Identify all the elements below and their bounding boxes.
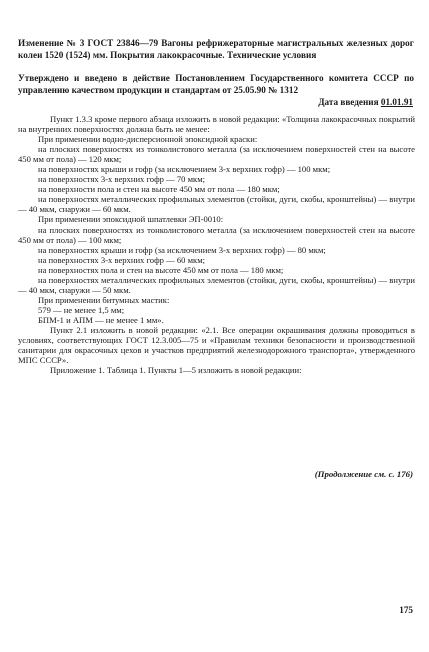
effective-date: [318, 97, 413, 109]
paragraph-clause-2-1: Пункт 2.1 изложить в новой редакции: «2.1. Все операции окрашивания должны проводиться в условиях, соответствующих ГОСТ 12.3.005—75 и «Правилам техники безопасности и производственной санитарии для окрасочных цехов и участков предприятий железнодорожного транспорта», утвержденного МПС СССР».: [18, 324, 415, 366]
amendment-body: [18, 114, 415, 375]
paragraph-water-dispersion-heading: При применении водно-дисперсионной эпоксидной краски:: [38, 134, 258, 145]
list-item: на поверхностях металлических профильных элементов (стойки, дуги, скобы, кронштейны) — внутри — 40 мкм, снаружи — 60 мкм.: [18, 194, 415, 215]
list-item: на плоских поверхностях из тонколистового металла (за исключением поверхностей стен на высоте 450 мм от пола) — 100 мкм;: [18, 224, 415, 245]
paragraph-bitumen-heading: При применении битумных мастик:: [38, 294, 170, 305]
list-item: на поверхностях пола и стен на высоте 450 мм от пола — 180 мкм;: [38, 264, 284, 275]
page-number: 175: [399, 605, 413, 615]
list-item: на поверхности пола и стен на высоте 450 мм от пола — 180 мкм;: [38, 184, 280, 195]
paragraph-putty-heading: При применении эпоксидной шпатлевки ЭП-0010:: [38, 214, 224, 225]
continued-note: (Продолжение см. с. 176): [314, 469, 413, 479]
list-item: БПМ-1 и АПМ — не менее 1 мм».: [38, 314, 164, 325]
list-item: на поверхностях 3-х верхних гофр — 60 мкм;: [38, 254, 206, 265]
approval-statement: Утверждено и введено в действие Постановлением Государственного комитета СССР по управлению качеством продукции и стандартам от 25.05.90 № 1312: [18, 73, 414, 95]
list-item: 579 — не менее 1,5 мм;: [38, 304, 125, 315]
list-item: на поверхностях 3-х верхних гофр — 70 мкм;: [38, 174, 206, 185]
list-item: на плоских поверхностях из тонколистового металла (за исключением поверхностей стен на высоте 450 мм от пола) — 120 мкм;: [18, 144, 415, 165]
list-item: на поверхностях металлических профильных элементов (стойки, дуги, скобы, кронштейны) — внутри — 40 мкм, снаружи — 50 мкм.: [18, 274, 415, 295]
list-item: на поверхностях крыши и гофр (за исключением 3-х верхних гофр) — 100 мкм;: [38, 164, 331, 175]
paragraph-clause-1-3-3: Пункт 1.3.3 кроме первого абзаца изложить в новой редакции: «Толщина лакокрасочных покрытий на внутренних поверхностях должна быть не менее:: [18, 114, 415, 135]
paragraph-appendix-1: Приложение 1. Таблица 1. Пункты 1—5 изложить в новой редакции:: [50, 365, 302, 376]
effective-date-value: 01.01.91: [380, 97, 413, 107]
list-item: на поверхностях крыши и гофр (за исключением 3-х верхних гофр) — 80 мкм;: [38, 244, 326, 255]
effective-date-label: Дата введения: [318, 97, 379, 107]
amendment-title: Изменение № 3 ГОСТ 23846—79 Вагоны рефрижераторные магистральных железных дорог колеи 1520 (1524) мм. Покрытия лакокрасочные. Технические условия: [18, 38, 414, 60]
